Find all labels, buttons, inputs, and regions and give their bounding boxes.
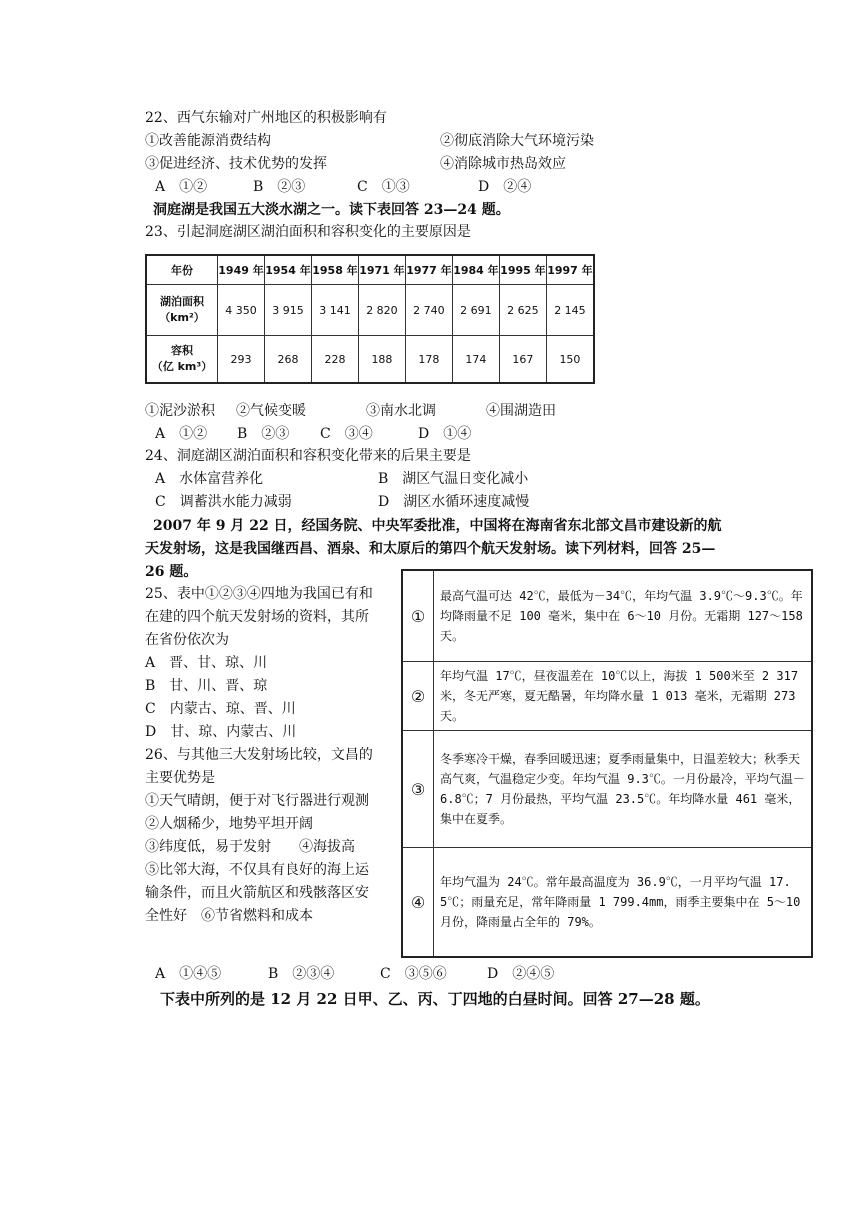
q23-option-b: B ②③: [237, 426, 290, 442]
site-description: 冬季寒冷干燥，春季回暖迅速；夏季雨量集中，日温差较大；秋季天高气爽，气温稳定少变。年均气温 9.3℃。一月份最冷，平均气温－6.8℃；7 月份最热，平均气温 23.5℃。年均降水量 461 毫米，集中在夏季。: [434, 731, 813, 848]
q22-stem: 22、西气东输对广州地区的积极影响有: [145, 110, 387, 126]
q22-option-c: C ①③: [357, 179, 410, 195]
q26-stem-line-1: 26、与其他三大发射场比较，文昌的: [145, 747, 373, 763]
q26-option-a: A ①④⑤: [155, 966, 222, 982]
q22-option-b: B ②③: [253, 179, 306, 195]
table-cell: 178: [405, 336, 452, 384]
q23-option-a: A ①②: [155, 426, 208, 442]
area-label: 湖泊面积: [160, 295, 204, 308]
table-row: [402, 848, 812, 958]
table-row: [402, 731, 812, 848]
table-row: [402, 662, 812, 731]
lake-data-table: [145, 254, 595, 384]
table-year: 1995 年: [499, 255, 546, 285]
q26-item-1: ①天气晴朗，便于对飞行器进行观测: [145, 793, 369, 809]
site-description: 年均气温为 24℃。常年最高温度为 36.9℃，一月平均气温 17.5℃；雨量充足，常年降雨量 1 799.4mm，雨季主要集中在 5～10 月份，降雨量占全年的 79%。: [434, 848, 813, 958]
table-cell: 2 740: [405, 285, 452, 336]
q25-stem-line-1: 25、表中①②③④四地为我国已有和: [145, 586, 373, 602]
q26-item-4: ⑤比邻大海，不仅具有良好的海上运: [145, 862, 369, 878]
table-year: 1949 年: [218, 255, 265, 285]
site-number: ②: [402, 662, 434, 731]
q26-item-2: ②人烟稀少，地势平坦开阔: [145, 816, 313, 832]
q24-option-a: A 水体富营养化: [155, 471, 264, 487]
site-number: ③: [402, 731, 434, 848]
q26-item-3: ③纬度低，易于发射 ④海拔高: [145, 839, 355, 855]
table-cell: 150: [546, 336, 594, 384]
q25-option-b: B 甘、川、晋、琼: [145, 678, 268, 694]
q22-item-2: ②彻底消除大气环境污染: [440, 133, 594, 149]
table-year: 1954 年: [264, 255, 311, 285]
q26-option-d: D ②④⑤: [487, 966, 555, 982]
table-year: 1977 年: [405, 255, 452, 285]
table-cell: 2 145: [546, 285, 594, 336]
q25-option-c: C 内蒙古、琼、晋、川: [145, 701, 296, 717]
table-year: 1958 年: [311, 255, 358, 285]
site-description: 最高气温可达 42℃，最低为－34℃，年均气温 3.9℃～9.3℃。年均降雨量不足 100 毫米，集中在 6～10 月份。无霜期 127～158 天。: [434, 570, 813, 662]
q26-option-b: B ②③④: [268, 966, 335, 982]
table-cell: 3 141: [311, 285, 358, 336]
table-header-volume: [146, 336, 218, 384]
q26-item-6: 全性好 ⑥节省燃料和成本: [145, 908, 313, 924]
table-cell: 3 915: [264, 285, 311, 336]
table-cell: 4 350: [218, 285, 265, 336]
q23-option-d: D ①④: [418, 426, 472, 442]
q23-stem: 23、引起洞庭湖区湖泊面积和容积变化的主要原因是: [145, 224, 471, 240]
site-number: ④: [402, 848, 434, 958]
q23-item-1: ①泥沙淤积: [145, 403, 215, 419]
intro-25-line-2: 天发射场，这是我国继西昌、酒泉、和太原后的第四个航天发射场。读下列材料，回答 25—: [145, 541, 716, 557]
table-row: [146, 255, 594, 285]
intro-25-line-3: 26 题。: [145, 564, 198, 580]
table-cell: 2 691: [452, 285, 499, 336]
table-year: 1997 年: [546, 255, 594, 285]
q26-option-c: C ③⑤⑥: [380, 966, 447, 982]
table-cell: 2 625: [499, 285, 546, 336]
table-cell: 293: [218, 336, 265, 384]
q22-option-a: A ①②: [155, 179, 208, 195]
q24-option-b: B 湖区气温日变化减小: [378, 471, 529, 487]
q24-option-d: D 湖区水循环速度减慢: [378, 494, 530, 510]
q23-item-3: ③南水北调: [366, 403, 436, 419]
table-year: 1971 年: [358, 255, 405, 285]
q25-option-a: A 晋、甘、琼、川: [145, 655, 268, 671]
intro-23-24: 洞庭湖是我国五大淡水湖之一。读下表回答 23—24 题。: [153, 202, 510, 218]
volume-label: 容积: [171, 344, 193, 357]
launch-site-climate-table: [401, 569, 813, 958]
q23-item-4: ④围湖造田: [486, 403, 556, 419]
table-cell: 2 820: [358, 285, 405, 336]
q25-stem-line-2: 在建的四个航天发射场的资料，其所: [145, 609, 369, 625]
intro-25-line-1: 2007 年 9 月 22 日，经国务院、中央军委批准，中国将在海南省东北部文昌市建设新的航: [153, 518, 722, 534]
q23-item-2: ②气候变暖: [236, 403, 306, 419]
table-row: [402, 570, 812, 662]
table-cell: 174: [452, 336, 499, 384]
q25-option-d: D 甘、琼、内蒙古、川: [145, 724, 297, 740]
table-year: 1984 年: [452, 255, 499, 285]
q26-item-5: 输条件，而且火箭航区和残骸落区安: [145, 885, 369, 901]
q23-option-c: C ③④: [320, 426, 373, 442]
table-row: [146, 285, 594, 336]
table-row: [146, 336, 594, 384]
site-number: ①: [402, 570, 434, 662]
table-cell: 188: [358, 336, 405, 384]
table-cell: 268: [264, 336, 311, 384]
table-header-area: [146, 285, 218, 336]
q22-item-3: ③促进经济、技术优势的发挥: [145, 156, 327, 172]
table-cell: 167: [499, 336, 546, 384]
volume-unit: （亿 km³）: [151, 360, 213, 373]
q22-item-4: ④消除城市热岛效应: [440, 156, 566, 172]
q25-stem-line-3: 在省份依次为: [145, 632, 229, 648]
table-header-year: 年份: [146, 255, 218, 285]
site-description: 年均气温 17℃，昼夜温差在 10℃以上，海拔 1 500米至 2 317 米，冬无严寒，夏无酷暑，年均降水量 1 013 毫米，无霜期 273 天。: [434, 662, 813, 731]
q24-stem: 24、洞庭湖区湖泊面积和容积变化带来的后果主要是: [145, 448, 471, 464]
table-cell: 228: [311, 336, 358, 384]
q24-option-c: C 调蓄洪水能力减弱: [155, 494, 292, 510]
q26-stem-line-2: 主要优势是: [145, 770, 215, 786]
q22-option-d: D ②④: [478, 179, 532, 195]
intro-27-28: 下表中所列的是 12 月 22 日甲、乙、丙、丁四地的白昼时间。回答 27—28 题。: [160, 990, 710, 1008]
q22-item-1: ①改善能源消费结构: [145, 133, 271, 149]
area-unit: （km²）: [159, 311, 205, 324]
